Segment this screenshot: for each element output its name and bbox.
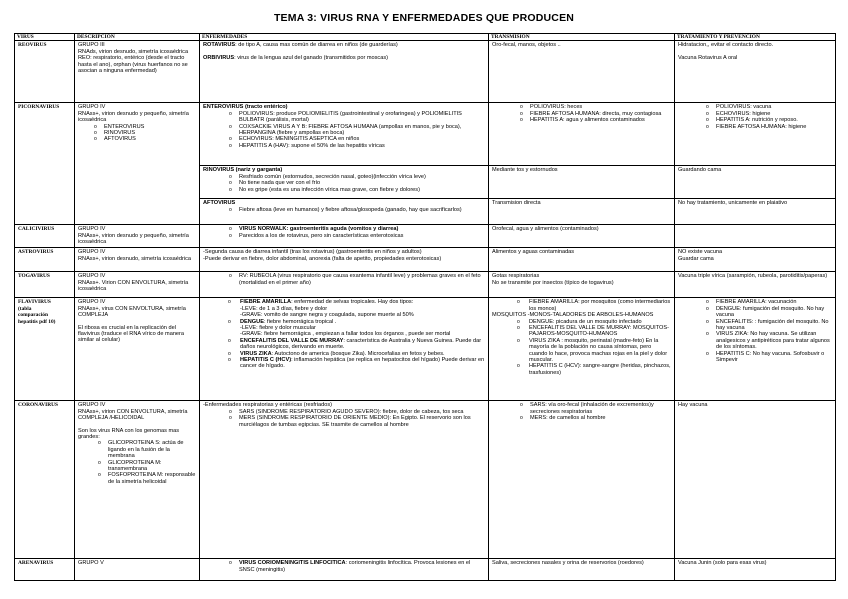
transmission-cell: Alimentos y aguas contaminadas [489,248,675,272]
disease-cell [200,41,489,103]
transmission-cell [489,298,675,401]
list-item [240,338,485,351]
transmission-cell: Mediante tos y estornudos [489,166,675,199]
list-item: o MERS: de camellos al hombre [530,415,671,421]
treatment-line: NO existe vacuna [678,249,723,256]
disease-cell [200,248,489,272]
desc-line: Son los virus RNA con los genomas mas grandes: [78,427,180,441]
desc-line: REO: respiratorio, entérico (desde el tracto hasta el ano), orphan (virus huerfanos no se asocian a ninguna enfermedad) [78,55,188,75]
treatment-cell: No hay tratamiento, unicamente en plaiativo [675,199,836,225]
desc-line: RNAss+, virion desnudo y pequeño, simetría icosaédrica [78,110,189,124]
table-row [15,248,836,272]
desc-line: GRUPO IV [78,402,106,409]
transmission-cell: Oro-fecal, manos, objetos .. [489,41,675,103]
disease-line: -Enfermedades respiratorias y entéricas (resfriados) [203,402,333,409]
description-cell [75,298,200,401]
desc-line: GRUPO IV [78,273,106,280]
list-item: o HEPATITIS C (HCV): sangre-sangre (heridas, pinchazos, trasfusiones) [529,363,671,376]
list-item: o DENGUE: fumigación del mosquito. No hay vacuna [716,306,832,319]
disease-cell [200,298,489,401]
list-item [239,560,485,573]
virus-name: CORONAVIRUS [15,401,75,559]
desc-line: GRUPO IV [78,226,106,233]
treatment-line: Vacuna Rotavirus A oral [678,54,738,61]
disease-text: : inflamación hepática (se replica en hepatocitos del hígado) Puede derivar en cancer de hígado. [240,357,485,370]
table-row [15,41,836,103]
treatment-line: Hidratacion,, evitar el contacto directo. [678,42,774,49]
header-enfermedades: ENFERMEDADES [200,34,489,41]
list-item: o Parecidos a los de rotavirus, pero sin características enterotoxicas [239,233,485,239]
desc-line: RNAss+, virion desnudo, simetría icosaédrica [78,255,192,262]
list-item: o HEPATITIS A (HAV): supone el 50% de las hepatitis víricas [239,143,485,149]
header-virus: VIRUS [15,34,75,41]
list-item: o DENGUE: picadura de un mosquito infectado [529,319,671,325]
list-item: o RV: RUBEOLA (virus respiratorio que causa exantema infantil leve) y problemas graves en el feto (mortalidad en el primer año) [239,273,485,286]
disease-label: FIEBRE AMARILLA [240,299,292,306]
description-cell [75,272,200,298]
disease-cell [200,103,489,166]
description-cell [75,41,200,103]
description-cell [75,248,200,272]
desc-line: RNAss+, virion CON ENVOLTURA, simetría COMPLEJA /HELICOIDAL [78,408,188,422]
list-item: o MERS (SINDROME RESPIRATORIO DE ORIENTE MEDIO): En Egipto. El reservorio son los murciélagos de tumbas egipcias. SE trasmite de camellos al hombre [239,415,485,428]
treatment-cell [675,41,836,103]
disease-text: : de tipo A, causa mas común de diarrea en niños (de guarderías) [235,42,398,49]
list-item [240,299,485,305]
disease-text: : fiebre hemorrágica tropical . [263,318,337,325]
list-item [240,357,485,370]
disease-text: : característica de Australia y Nueva Guinea. Puede dar daños neurológicos, derivando en muerte. [240,337,482,351]
disease-cell [200,559,489,581]
disease-label: VIRUS CORIOMENINGITIS LINFOCITICA [239,560,346,567]
disease-label: VIRUS ZIKA [240,350,272,357]
desc-line: RNAss+, virion desnudo y pequeño, simetría icosaédrica [78,232,189,246]
desc-line: RNAss+. Virion CON ENVOLTURA, simetría icosaédrica [78,279,189,293]
list-item: o GLICOPROTEINA S: actúa de ligando en la fusión de la membrana [108,440,196,459]
desc-line: GRUPO III [78,42,105,49]
list-item: o HEPATITIS C: No hay vacuna. Sofosbuvir o Simpevir [716,351,832,364]
disease-text: -GRAVE: vomito de sangre negra y coagulada, supone muerte al 50% [240,312,414,319]
list-item: o ENTEROVIRUS [104,124,196,130]
header-row [15,34,836,41]
disease-subtitle: AFTOVIRUS [203,200,236,207]
transmission-line: No se transmite por insectos (típico de togavirus) [492,279,614,286]
virus-name-line: hepatitis pdf 10) [18,318,56,325]
transmission-cell [489,401,675,559]
list-item: o No tiene nada que ver con el frío [239,180,485,186]
disease-cell [200,272,489,298]
table-row [15,272,836,298]
treatment-cell [675,298,836,401]
list-item: o VIRUS ZIKA: No hay vacuna. Se utilizan analgesicos y antipiréticos para tratar algunos de los síntomas. [716,331,832,350]
disease-cell [200,225,489,248]
virus-name: CALICIVIRUS [15,225,75,248]
virus-table [14,33,836,581]
treatment-line: Guardar cama [678,255,714,262]
virus-name: REOVIRUS [15,41,75,103]
transmission-cell: Orofecal, agua y alimentos (contaminados) [489,225,675,248]
disease-label: ORBIVIRUS [203,54,235,61]
treatment-cell [675,248,836,272]
header-tratamiento: TRATAMIENTO Y PREVENCIÓN [675,34,836,41]
disease-text: : virus de la lengua azul del ganado (transmitidos por moscas) [234,54,389,61]
list-item: o FIEBRE AFTOSA HUMANA: directa, muy contagiosa [530,111,671,117]
desc-line: RNAds, virion desnudo, simetría icosaédrica [78,48,189,55]
page-title: TEMA 3: VIRUS RNA Y ENFERMEDADES QUE PRODUCEN [273,12,575,24]
disease-label: ROTAVIRUS [203,42,236,49]
transmission-line: Gotas respiratorias [492,273,540,280]
disease-subtitle: ENTEROVIRUS (tracto entérico) [203,104,288,111]
treatment-cell: Vacuna triple vírica (sarampión, rubeola, parotiditis/paperas) [675,272,836,298]
virus-name: ASTROVIRUS [15,248,75,272]
virus-name-line: comparación [18,312,48,319]
list-item: o FIEBRE AFTOSA HUMANA: higiene [716,124,832,130]
disease-label: DENGUE [240,318,264,325]
disease-text: : enfermedad de selvas tropicales. Hay dos tipos: [291,299,414,306]
list-item: o POLIOVIRUS: heces [530,104,671,110]
table-row [15,103,836,166]
desc-line: GRUPO IV [78,104,106,111]
list-item: o AFTOVIRUS [104,136,196,142]
list-item: o FOSFOPROTEINA M: responsable de la simetría helicoidal [108,472,196,485]
list-text: VIRUS NORWALK: gastroenteritis aguda (vomitos y diarrea) [239,226,399,233]
list-item: o SARS (SINDROME RESPIRATORIO AGUDO SEVERO): fiebre, dolor de cabeza, tos seca [239,409,485,415]
disease-text: : Autoctono de america (bosque Zika). Microcefalias en fetos y bebes. [271,350,445,357]
list-item: o HEPATITIS A: agua y alimentos contaminados [530,117,671,123]
virus-name: PICORNAVIRUS [15,103,75,225]
desc-line: GRUPO IV [78,249,106,256]
disease-text: -GRAVE: fiebre hemorrágica , empiezan a fallar todos los órganos , puede ser mortal [240,331,451,338]
disease-line [203,55,485,61]
disease-subtitle: RINOVIRUS (nariz y garganta) [203,167,283,174]
treatment-cell: Vacuna Junin (solo para esas virus) [675,559,836,581]
transmission-cell: Saliva, secreciones nasales y orina de reservorios (roedores) [489,559,675,581]
list-item: o POLIOVIRUS: produce POLIOMIELITIS (gastrointestinal y orofaringea) y POLIOMIELITIS BULBATR (parálisis, mortal) [239,111,485,124]
virus-name [15,298,75,401]
list-item: o HEPATITIS A: nutrición y reposo. [716,117,832,123]
desc-line: RNAss+, virus CON ENVOLTURA, simetría COMPLEJA [78,305,186,319]
description-cell [75,225,200,248]
list-item: o VIRUS ZIKA : mosquito, perinatal (madre-feto) En la mayoría de la población no causa síntomas, pero cuando lo hace, provoca machas rojas en la piel y dolor muscular. [529,338,671,364]
virus-name-line: FLAVIVIRUS [18,299,51,306]
transmission-cell [489,272,675,298]
transmission-cell: Transmision directa [489,199,675,225]
list-item: o COXSACKIE VIRUS A Y B: FIEBRE AFTOSA HUMANA (ampollas en manos, pie y boca), HERPANGINA (fiebre y ampollas en boca) [239,124,485,137]
list-item: MOSQUITOS -MONOS-TALADORES DE ARBOLES-HUMANOS [492,312,654,319]
disease-line: -Puede derivar en fiebre, dolor abdominal, anorexia (falta de apetito, propiedades enterotoxicas) [203,255,442,262]
disease-text: : coriomeningitis linfocítica. Provoca lesiones en el SNSC (meningitis) [239,560,471,573]
list-item: o Resfriado común (estornudos, secreción nasal, goteo)(infección vírica leve) [239,174,485,180]
list-item: o ECHOVIRUS: higiene [716,111,832,117]
table-row [15,401,836,559]
virus-name: ARENAVIRUS [15,559,75,581]
list-item: o No es gripe (esta es una infección vírica mas grave, con fiebre y dolores) [239,187,485,193]
disease-label: HEPATITIS C (HCV) [240,357,292,364]
list-item: o FIEBRE AMARILLA: por mosquitos (como intermediarios los monos) [529,299,671,312]
list-item: o Fiebre aftosa (leve en humanos) y fiebre aftosa/glosopeda (ganado, hay que sacrificarlos) [239,207,485,213]
disease-cell [200,401,489,559]
treatment-cell: Hay vacuna [675,401,836,559]
disease-text: -LEVE: fiebre y dolor muscular [240,325,316,332]
disease-line: -Segunda causa de diarrea infantil (tras los rotavirus) (gastroenteritis en niños y adultos) [203,249,422,256]
list-item: o ECHOVIRUS: MENINGITIS ASEPTICA en niños [239,136,485,142]
list-item: o POLIOVIRUS: vacuna [716,104,832,110]
description-cell: GRUPO V [75,559,200,581]
description-cell [75,103,200,225]
disease-cell [200,199,489,225]
transmission-cell [489,103,675,166]
list-item: o SARS: vía oro-fecal (inhalación de excrementos)y secreciones respiratorias [530,402,671,415]
header-transmision: TRANSMISIÓN [489,34,675,41]
header-descripcion: DESCRIPCIÓN [75,34,200,41]
treatment-cell [675,225,836,248]
list-item: o ENCEFALITIS: : fumigación del mosquito. No hay vacuna [716,319,832,332]
table-row [15,559,836,581]
table-row [15,298,836,401]
treatment-cell [675,103,836,166]
virus-name-line: (tabla [18,305,32,312]
list-item: o FIEBRE AMARILLA: vacunación [716,299,832,305]
disease-label: ENCEFALITIS DEL VALLE DE MURRAY [240,337,344,344]
list-item: o RINOVIRUS [104,130,196,136]
desc-line: El ribosa es crucial en la replicación del flavivirus (traduce el RNA vírico de manera similar al celular) [78,324,185,344]
disease-text: -LEVE: de 1 a 3 días, fiebre y dolor [240,305,328,312]
description-cell [75,401,200,559]
table-row [15,225,836,248]
list-item [240,319,485,325]
list-item: o ENCEFALITIS DEL VALLE DE MURRAY: MOSQUITOS-PAJAROS-MOSQUITO-HUMANOS [529,325,671,338]
treatment-cell: Guardando cama [675,166,836,199]
disease-cell [200,166,489,199]
desc-line: GRUPO IV [78,299,106,306]
virus-name: TOGAVIRUS [15,272,75,298]
list-item: o GLICOPROTEINA M: transmembrana [108,460,196,473]
